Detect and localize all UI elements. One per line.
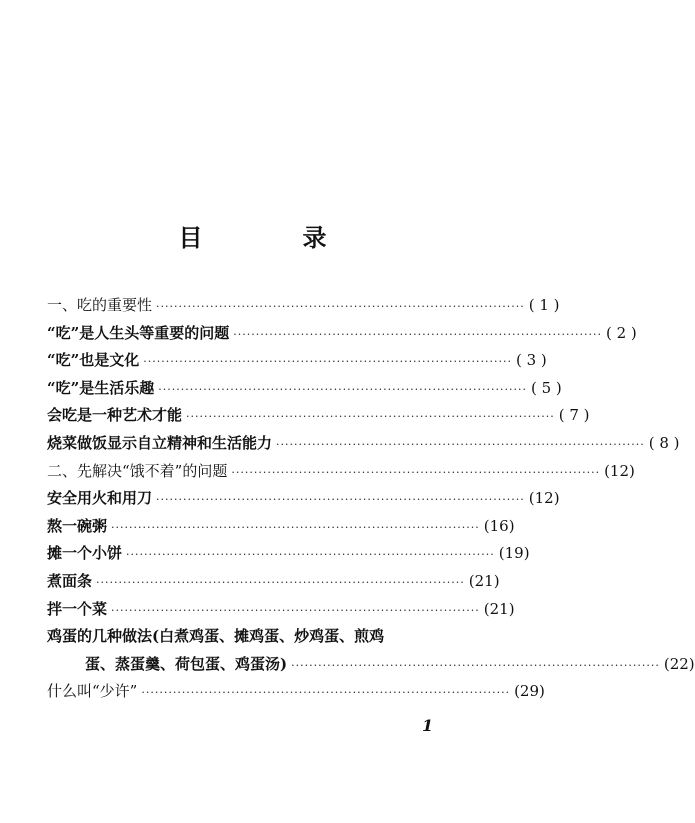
toc-entry-text: 会吃是一种艺术才能: [47, 406, 183, 425]
toc-leader-dots: ··················································································: [96, 575, 465, 589]
toc-entry-text: 蛋、蒸蛋羹、荷包蛋、鸡蛋汤): [85, 654, 288, 673]
toc-page-number: (21): [468, 571, 500, 590]
toc-entry: [47, 513, 515, 541]
toc-leader-dots: ··················································································: [111, 520, 480, 534]
toc-page-number: ( 5 ): [531, 378, 562, 397]
toc-entry: [47, 568, 500, 596]
toc-page-number: (22): [663, 654, 695, 673]
toc-entry-continuation: [47, 651, 695, 679]
toc-entry: [47, 540, 530, 568]
toc-entry-text: 拌一个菜: [47, 599, 108, 618]
toc-leader-dots: ··················································································: [231, 465, 601, 479]
toc-entry-text: 煮面条: [47, 571, 93, 590]
toc-entry-text: “吃”也是文化: [47, 351, 140, 370]
toc-leader-dots: ··················································································: [233, 327, 602, 341]
toc-page-number: (29): [514, 682, 545, 701]
toc-entry: [47, 292, 560, 320]
toc-page-number: (12): [528, 489, 560, 508]
toc-entry-text: 安全用火和用刀: [47, 489, 153, 508]
toc-page-number: (16): [483, 516, 515, 535]
toc-page-number: ( 1 ): [528, 296, 560, 314]
toc-leader-dots: ··················································································: [276, 437, 645, 451]
toc-entry-text: 熬一碗粥: [47, 516, 108, 535]
toc-leader-dots: ··················································································: [143, 355, 512, 369]
toc-entry: [47, 375, 562, 403]
toc-entry-text: 二、先解决“饿不着”的问题: [47, 461, 228, 480]
toc-leader-dots: ··················································································: [156, 493, 525, 507]
toc-page-number: ( 8 ): [648, 433, 680, 452]
toc-leader-dots: ··················································································: [111, 603, 480, 617]
toc-entry: [47, 402, 590, 430]
toc-leader-dots: ··················································································: [141, 686, 511, 700]
toc-entry-text: 什么叫“少许”: [47, 682, 138, 701]
toc-leader-dots: ··················································································: [126, 548, 495, 562]
toc-leader-dots: ··················································································: [156, 300, 525, 313]
toc-entry-text: “吃”是生活乐趣: [47, 378, 155, 397]
toc-entry: [47, 623, 457, 651]
page-folio-number: 1: [422, 716, 434, 735]
toc-entry-text: 烧菜做饭显示自立精神和生活能力: [47, 433, 273, 452]
toc-page-number: ( 7 ): [558, 406, 590, 425]
toc-entry-text: 摊一个小饼: [47, 544, 123, 563]
toc-leader-dots: ··················································································: [291, 658, 660, 672]
toc-page-number: (21): [483, 599, 515, 618]
table-of-contents: [47, 292, 695, 706]
toc-page-number: ( 2 ): [606, 323, 637, 342]
toc-entry-text: 一、吃的重要性: [47, 296, 153, 314]
toc-entry: [47, 596, 515, 624]
toc-page-number: (19): [498, 544, 530, 563]
toc-entry: [47, 485, 560, 513]
toc-leader-dots: ··················································································: [158, 382, 527, 396]
toc-entry: [47, 320, 637, 348]
page-title: 目 录: [178, 224, 365, 252]
toc-leader-dots: ··················································································: [186, 410, 555, 424]
toc-page-number: ( 3 ): [516, 351, 547, 370]
toc-entry-text: 鸡蛋的几种做法(白煮鸡蛋、摊鸡蛋、炒鸡蛋、煎鸡: [47, 627, 385, 646]
toc-entry: [47, 458, 635, 486]
toc-page-number: (12): [604, 461, 635, 480]
toc-entry: [47, 678, 545, 706]
toc-entry-text: “吃”是人生头等重要的问题: [47, 323, 230, 342]
toc-entry: [47, 430, 680, 458]
toc-entry: [47, 347, 547, 375]
